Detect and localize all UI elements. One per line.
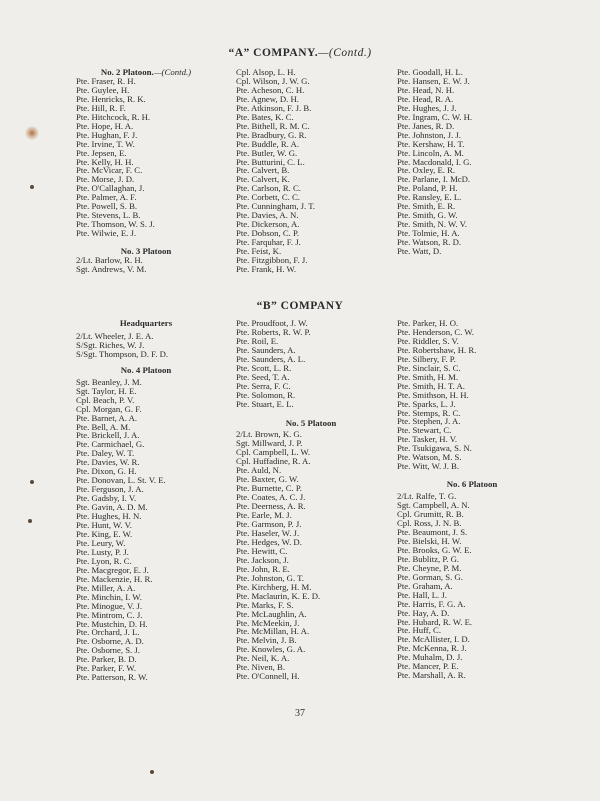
roster-entry: Pte. Graham, A. [397,580,453,591]
no2-title-text: No. 2 Platoon. [100,67,154,77]
roster-entry: Pte. Roil, E. [236,335,279,346]
roster-entry: Pte. McAllister, I. D. [397,634,470,645]
roster-entry: Pte. Knowles, G. A. [236,644,306,655]
roster-entry: 2/Lt. Brown, K. G. [236,429,302,440]
roster-entry: Pte. Harris, F. G. A. [397,598,466,609]
roster-entry: Pte. Johnston, J. J. [397,129,461,140]
roster-entry: Pte. Palmer, A. F. [76,192,137,203]
roster-entry: Pte. Dobson, C. P. [236,228,299,239]
roster-entry: Pte. Irvine, T. W. [76,138,135,149]
roster-entry: Pte. Beaumont, J. S. [397,526,468,537]
roster-entry: Pte. Barnet, A. A. [76,412,138,423]
roster-entry: Pte. Hughes, H. N. [76,511,142,522]
roster-entry: Sgt. Andrews, V. M. [76,264,147,275]
roster-entry: Pte. Fraser, R. H. [76,75,136,86]
roster-entry: Pte. Daley, W. T. [76,448,135,459]
roster-entry: Pte. Mustchin, D. H. [76,618,148,629]
roster-entry: 2/Lt. Ralfe, T. G. [397,491,457,502]
no5-platoon-title: No. 5 Platoon [285,417,337,428]
roster-entry: Pte. Atkinson, F. J. B. [236,102,312,113]
roster-entry: Pte. Seed, T. A. [236,371,290,382]
roster-entry: Sgt. Campbell, A. N. [397,500,470,511]
roster-entry: Pte. Watt, D. [397,246,442,257]
roster-entry: Pte. Minogue, V. J. [76,600,143,611]
roster-entry: Pte. Deerness, A. R. [236,501,306,512]
col2-top-list [236,68,386,274]
roster-entry: Pte. Ransley, E. L. [397,192,462,203]
roster-entry: Pte. Witt, W. J. B. [397,461,460,472]
page-number: 37 [295,708,305,719]
roster-entry: Cpl. Alsop, L. H. [236,67,296,77]
roster-entry: Pte. Kelly, H. H. [76,156,134,167]
roster-entry: Pte. Jepsen, E. [76,147,127,158]
roster-entry: Pte. Hope, H. A. [76,120,134,131]
roster-entry: Pte. Hughes, J. J. [397,102,457,113]
heading-b-title: “B” COMPANY [256,300,344,312]
roster-entry: Pte. Macgregor, E. J. [76,564,149,575]
roster-entry: Cpl. Morgan, G. F. [76,403,142,414]
roster-entry: Pte. Kershaw, H. T. [397,138,465,149]
roster-entry: Pte. Agnew, D. H. [236,93,299,104]
roster-entry: Pte. Feist, K. [236,246,282,257]
roster-entry: Pte. Davies, A. N. [236,210,299,221]
heading-a-contd: —(Contd.) [318,47,372,59]
roster-entry: Pte. Niven, B. [236,662,285,673]
roster-entry: Pte. Smithson, H. H. [397,389,469,400]
roster-entry: Pte. Macdonald, I. G. [397,156,472,167]
roster-entry: Pte. Hubard, R. W. E. [397,616,473,627]
roster-entry: Sgt. Beanley, J. M. [76,376,142,387]
roster-entry: Pte. Goodall, H. L. [397,67,463,77]
roster-entry: Pte. Garmson, P. J. [236,519,302,530]
roster-entry: Pte. Cunningham, J. T. [236,201,316,212]
roster-entry: Pte. Smith, E. R. [397,201,456,212]
heading-b-company [0,300,600,312]
roster-entry: S/Sgt. Thompson, D. F. D. [76,348,169,359]
roster-entry: Pte. Fitzgibbon, F. J. [236,255,308,266]
roster-entry: Pte. Osborne, A. D. [76,636,144,647]
roster-entry: Pte. Henricks, R. K. [76,93,146,104]
roster-entry: Pte. Smith, H. M. [397,371,459,382]
roster-entry: Cpl. Wilson, J. W. G. [236,75,310,86]
punch-mark [28,519,32,523]
roster-entry: Pte. Butler, W. G. [236,147,298,158]
roster-entry: Pte. Wilwie, E. J. [76,228,137,239]
roster-entry: Pte. Oxley, E. R. [397,165,456,176]
no6-platoon-title: No. 6 Platoon [446,479,498,490]
roster-entry: Pte. Parlane, I. McD. [397,174,471,185]
roster-entry: Pte. Johnston, G. T. [236,572,304,583]
roster-entry: Pte. Calvert, B. [236,165,290,176]
roster-entry: Pte. Huff, C. [397,625,442,636]
roster-entry: Pte. Smith, N. W. V. [397,219,467,230]
roster-entry: Pte. Davies, W. R. [76,457,140,468]
roster-entry: Pte. Leury, W. [76,537,126,548]
roster-entry: Pte. Bithell, R. M. C. [236,120,310,131]
roster-entry: Pte. Tolmie, H. A. [397,228,460,239]
roster-entry: Pte. Maclaurin, K. E. D. [236,590,321,601]
roster-entry: Pte. Hall, L. J. [397,589,447,600]
roster-entry: Pte. Guylee, H. [76,84,130,95]
roster-entry: Pte. Stemps, R. C. [397,407,461,418]
roster-entry: Pte. Ferguson, J. A. [76,484,144,495]
roster-entry: Pte. Saunders, A. L. [236,353,306,364]
no3-platoon-title: No. 3 Platoon [120,246,172,257]
punch-mark [30,185,34,189]
roster-entry: Pte. Brooks, G. W. E. [397,544,472,555]
roster-entry: Pte. Thomson, W. S. J. [76,219,155,230]
roster-entry: Pte. Marshall, A. R. [397,670,466,681]
roster-entry: Pte. Head, N. H. [397,84,455,95]
no6-list [397,492,547,680]
col3-top-list [397,68,547,256]
roster-entry: Pte. Marks, F. S. [236,599,294,610]
roster-entry: Pte. John, R. E. [236,563,290,574]
roster-entry: Pte. Baxter, G. W. [236,474,299,485]
roster-entry: Pte. Ingram, C. W. H. [397,111,473,122]
no2-contd-text: —(Contd.) [153,67,192,77]
stain-mark [25,126,39,140]
roster-entry: Pte. Gadsby, I. V. [76,493,137,504]
col3-mid-list [397,319,547,471]
roster-entry: Pte. Acheson, C. H. [236,84,305,95]
roster-entry: Pte. McMeekin, J. [236,617,300,628]
roster-entry: Pte. Scott, L. R. [236,362,292,373]
roster-entry: Pte. Hedges, W. D. [236,536,302,547]
punch-mark [30,480,34,484]
roster-entry: Pte. O'Callaghan, J. [76,183,145,194]
roster-entry: Pte. Earle, M. J. [236,510,292,521]
no2-list [76,77,216,238]
heading-a-title: “A” COMPANY. [228,47,319,59]
roster-entry: Pte. Parker, F. W. [76,663,137,674]
roster-entry: Pte. Bublitz, P. G. [397,553,460,564]
roster-entry: Pte. Haseler, W. J. [236,527,300,538]
roster-entry: Pte. Head, R. A. [397,93,454,104]
roster-entry: Sgt. Millward, J. P. [236,438,303,449]
roster-entry: Pte. Sinclair, S. C. [397,362,461,373]
roster-entry: Pte. Lusty, P. J. [76,546,129,557]
roster-entry: Pte. McVicar, F. C. [76,165,143,176]
roster-entry: Pte. Tsukigawa, S. N. [397,443,472,454]
roster-entry: Pte. Serra, F. C. [236,380,291,391]
roster-entry: Pte. Powell, S. B. [76,201,138,212]
roster-entry: Pte. Patterson, R. W. [76,672,148,683]
roster-entry: Pte. Smith, H. T. A. [397,380,465,391]
roster-entry: Pte. Watson, M. S. [397,452,462,463]
roster-entry: Pte. Dickerson, A. [236,219,300,230]
punch-mark [150,770,154,774]
col1-bottom [76,319,216,682]
roster-entry: Pte. Miller, A. A. [76,582,136,593]
roster-entry: Pte. Donovan, L. St. V. E. [76,475,166,486]
roster-entry: Pte. Bell, A. M. [76,421,131,432]
roster-entry: Pte. Stevens, L. B. [76,210,141,221]
hq-list [76,332,216,359]
roster-entry: Cpl. Huffadine, R. A. [236,456,311,467]
roster-entry: Pte. Bielski, H. W. [397,535,462,546]
roster-entry: Pte. Osborne, S. J. [76,645,140,656]
roster-entry: Pte. Muhalm, D. J. [397,652,463,663]
roster-entry: Pte. Jackson, J. [236,554,289,565]
roster-entry: Pte. Parker, H. O. [397,318,459,328]
roster-entry: Pte. Robertshaw, H. R. [397,344,477,355]
col2-bottom [236,319,386,681]
col3-top [397,68,547,256]
roster-entry: Pte. Stewart, C. [397,425,452,436]
no3-list [76,256,216,274]
roster-entry: Pte. Cheyne, P. M. [397,562,462,573]
col3-bottom [397,319,547,680]
no4-platoon-title: No. 4 Platoon [120,364,172,375]
roster-entry: Cpl. Campbell, L. W. [236,447,311,458]
roster-entry: Pte. Hay, A. D. [397,607,450,618]
roster-entry: Pte. Farquhar, F. J. [236,237,301,248]
roster-entry: Cpl. Ross, J. N. B. [397,518,462,529]
roster-entry: Pte. Dixon, G. H. [76,466,137,477]
heading-a-company [0,47,600,59]
roster-entry: Pte. Neil, K. A. [236,653,290,664]
roster-entry: Pte. Mancer, P. E. [397,661,459,672]
roster-entry: Pte. Mintrom, C. J. [76,609,143,620]
roster-entry: Pte. Bates, K. C. [236,111,294,122]
roster-entry: Pte. Hitchcock, R. H. [76,111,151,122]
roster-entry: Pte. Kirchberg, H. M. [236,581,312,592]
roster-entry: Pte. Auld, N. [236,465,282,476]
roster-entry: Pte. Orchard, J. L. [76,627,140,638]
roster-entry: Pte. Brickell, J. A. [76,430,140,441]
roster-entry: Pte. Corbett, C. C. [236,192,300,203]
roster-entry: Pte. Mackenzie, H. R. [76,573,153,584]
roster-entry: Pte. Hughan, F. J. [76,129,138,140]
roster-entry: 2/Lt. Barlow, R. H. [76,255,143,266]
roster-entry: Pte. Henderson, C. W. [397,326,474,337]
roster-entry: Pte. King, E. W. [76,528,133,539]
roster-entry: Pte. Janes, R. D. [397,120,455,131]
roster-entry: Sgt. Taylor, H. E. [76,385,137,396]
roster-entry: Pte. Minchin, I. W. [76,591,142,602]
roster-entry: Pte. Gavin, A. D. M. [76,502,148,513]
roster-entry: Pte. O'Connell, H. [236,671,300,682]
roster-entry: Pte. Carmichael, G. [76,439,145,450]
roster-entry: Pte. Saunders, A. [236,344,296,355]
roster-entry: Pte. Hill, R. F. [76,102,126,113]
roster-entry: Pte. Smith, G. W. [397,210,458,221]
roster-entry: Pte. Roberts, R. W. P. [236,326,311,337]
col2-top [236,68,386,274]
col1-top [76,68,216,274]
roster-entry: Cpl. Grumitt, R. B. [397,509,464,520]
roster-entry: Pte. Carlson, R. C. [236,183,301,194]
roster-entry: Pte. Bradbury, G. R. [236,129,307,140]
roster-entry: Pte. Hansen, E. W. J. [397,75,470,86]
roster-entry: Pte. Proudfoot, J. W. [236,318,308,328]
roster-entry: Pte. Burnette, C. P. [236,483,302,494]
b-hq-list [236,319,386,409]
roster-entry: Pte. Lyon, R. C. [76,555,132,566]
roster-entry: Pte. Stuart, E. L. [236,398,294,409]
roster-entry: Pte. Calvert, K. [236,174,290,185]
roster-entry: S/Sgt. Riches, W. J. [76,339,145,350]
roster-entry: 2/Lt. Wheeler, J. E. A. [76,330,154,341]
roster-entry: Pte. McLaughlin, A. [236,608,307,619]
roster-entry: Pte. Gorman, S. G. [397,571,463,582]
roster-entry: Pte. Watson, R. D. [397,237,462,248]
roster-entry: Pte. Poland, P. H. [397,183,458,194]
headquarters-title: Headquarters [119,318,173,328]
roster-entry: Pte. Hewitt, C. [236,545,288,556]
roster-entry: Pte. Parker, B. D. [76,654,137,665]
roster-entry: Pte. Butturini, C. L. [236,156,305,167]
roster-entry: Pte. Frank, H. W. [236,263,297,274]
roster-entry: Pte. Stephen, J. A. [397,416,461,427]
roster-entry: Pte. Lincoln, A. M. [397,147,464,158]
roster-entry: Pte. Silbery, F. P. [397,353,456,364]
roster-entry: Pte. Morse, J. D. [76,174,135,185]
roster-entry: Pte. Hunt, W. V. [76,520,132,531]
roster-entry: Pte. Buddle, R. A. [236,138,299,149]
roster-entry: Cpl. Beach, P. V. [76,394,135,405]
roster-entry: Pte. Tasker, H. V. [397,434,458,445]
no5-list [236,430,386,681]
roster-entry: Pte. Melvin, J. B. [236,635,297,646]
roster-entry: Pte. McMillan, H. A. [236,626,310,637]
roster-entry: Pte. Sparks, L. J. [397,398,456,409]
roster-entry: Pte. Riddler, S. V. [397,335,459,346]
roster-entry: Pte. Coates, A. C. J. [236,492,306,503]
no4-list [76,378,216,682]
roster-entry: Pte. Solomon, R. [236,389,296,400]
roster-entry: Pte. McKenna, R. J. [397,643,467,654]
